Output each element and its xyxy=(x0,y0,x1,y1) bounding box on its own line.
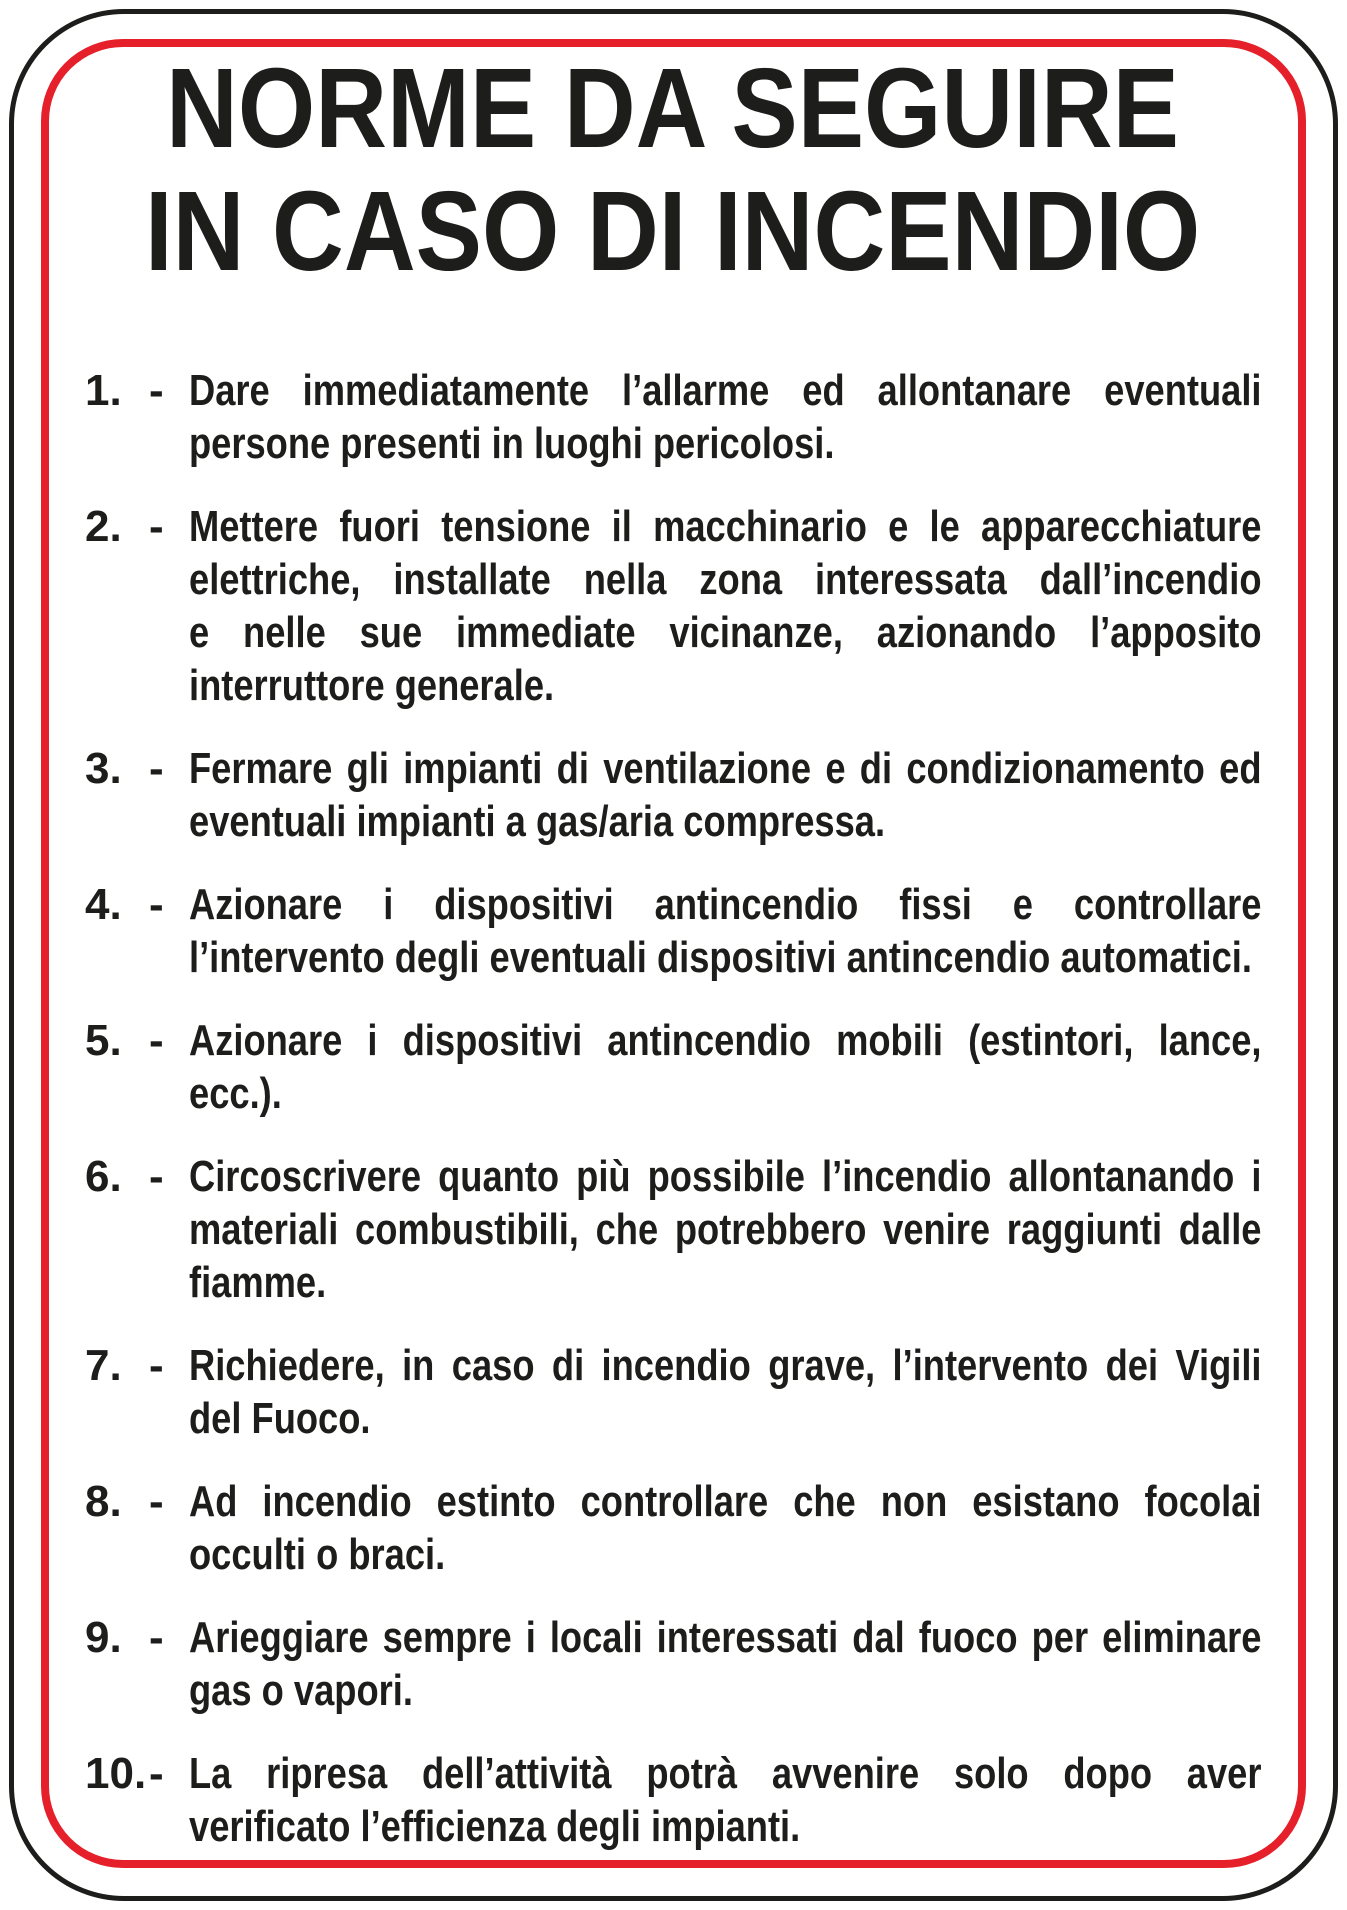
rule-text xyxy=(189,1475,1347,1581)
rule-text-line: Richiedere, in caso di incendio grave, l’intervento dei Vigili xyxy=(189,1341,1262,1390)
sign-title xyxy=(85,47,1260,293)
rule-dash: - xyxy=(149,1749,164,1798)
rule-text xyxy=(189,1611,1347,1717)
rule-text-line: gas o vapori. xyxy=(189,1666,413,1715)
rule-item-7 xyxy=(85,1339,1260,1445)
title-line-1 xyxy=(85,47,1260,170)
rule-item-10 xyxy=(85,1747,1260,1853)
rule-item-1 xyxy=(85,364,1260,470)
rule-item-3 xyxy=(85,742,1260,848)
rule-text xyxy=(189,1747,1347,1853)
rule-item-9 xyxy=(85,1611,1260,1717)
rule-dash: - xyxy=(149,744,164,793)
rule-text-line: elettriche, installate nella zona interessata dall’incendio xyxy=(189,555,1262,604)
rule-dash: - xyxy=(149,502,164,551)
rule-dash: - xyxy=(149,1152,164,1201)
rule-number: 8. xyxy=(85,1477,122,1526)
title-text-1: NORME DA SEGUIRE xyxy=(166,45,1179,171)
rule-text-line: Dare immediatamente l’allarme ed allontanare eventuali xyxy=(189,366,1262,415)
rule-item-5 xyxy=(85,1014,1260,1120)
rule-number: 2. xyxy=(85,502,122,551)
rule-text-line: eventuali impianti a gas/aria compressa. xyxy=(189,797,886,846)
rule-text-line: Mettere fuori tensione il macchinario e le apparecchiature xyxy=(189,502,1262,551)
rule-item-8 xyxy=(85,1475,1260,1581)
rule-text-line: del Fuoco. xyxy=(189,1394,371,1443)
rule-text-line: verificato l’efficienza degli impianti. xyxy=(189,1802,801,1851)
rule-number: 5. xyxy=(85,1016,122,1065)
rule-dash: - xyxy=(149,1613,164,1662)
rule-text-line: ecc.). xyxy=(189,1069,282,1118)
rule-number: 4. xyxy=(85,880,122,929)
rule-number: 1. xyxy=(85,366,122,415)
rule-item-2 xyxy=(85,500,1260,712)
rules-list xyxy=(85,364,1260,1853)
rule-text-line: persone presenti in luoghi pericolosi. xyxy=(189,419,835,468)
rule-dash: - xyxy=(149,1477,164,1526)
rule-text-line: Fermare gli impianti di ventilazione e di condizionamento ed xyxy=(189,744,1262,793)
rule-text-line: Azionare i dispositivi antincendio mobili (estintori, lance, xyxy=(189,1016,1262,1065)
rule-text-line: La ripresa dell’attività potrà avvenire solo dopo aver xyxy=(189,1749,1262,1798)
rule-text xyxy=(189,500,1347,712)
title-text-2: IN CASO DI INCENDIO xyxy=(144,168,1201,294)
rule-dash: - xyxy=(149,1341,164,1390)
rule-number: 10. xyxy=(85,1749,147,1798)
rule-text xyxy=(189,1339,1347,1445)
rule-text-line: Ad incendio estinto controllare che non esistano focolai xyxy=(189,1477,1262,1526)
rule-item-4 xyxy=(85,878,1260,984)
rule-dash: - xyxy=(149,880,164,929)
rule-number: 3. xyxy=(85,744,122,793)
rule-text xyxy=(189,742,1347,848)
rule-text-line: materiali combustibili, che potrebbero venire raggiunti dalle xyxy=(189,1205,1262,1254)
rule-text xyxy=(189,364,1347,470)
rule-text-line: Arieggiare sempre i locali interessati dal fuoco per eliminare xyxy=(189,1613,1262,1662)
rule-text-line: occulti o braci. xyxy=(189,1530,446,1579)
rule-item-6 xyxy=(85,1150,1260,1309)
rule-text xyxy=(189,1014,1347,1120)
rule-text-line: fiamme. xyxy=(189,1258,327,1307)
rule-text xyxy=(189,878,1347,984)
sign-content xyxy=(49,47,1298,1860)
rule-number: 9. xyxy=(85,1613,122,1662)
title-line-2 xyxy=(85,170,1260,293)
rule-text-line: Azionare i dispositivi antincendio fissi e controllare xyxy=(189,880,1262,929)
rule-dash: - xyxy=(149,1016,164,1065)
rule-text-line: l’intervento degli eventuali dispositivi antincendio automatici. xyxy=(189,933,1252,982)
rule-text-line: interruttore generale. xyxy=(189,661,555,710)
rule-number: 7. xyxy=(85,1341,122,1390)
rule-text xyxy=(189,1150,1347,1309)
rule-text-line: Circoscrivere quanto più possibile l’incendio allontanando i xyxy=(189,1152,1262,1201)
rule-text-line: e nelle sue immediate vicinanze, azionando l’apposito xyxy=(189,608,1262,657)
rule-number: 6. xyxy=(85,1152,122,1201)
rule-dash: - xyxy=(149,366,164,415)
